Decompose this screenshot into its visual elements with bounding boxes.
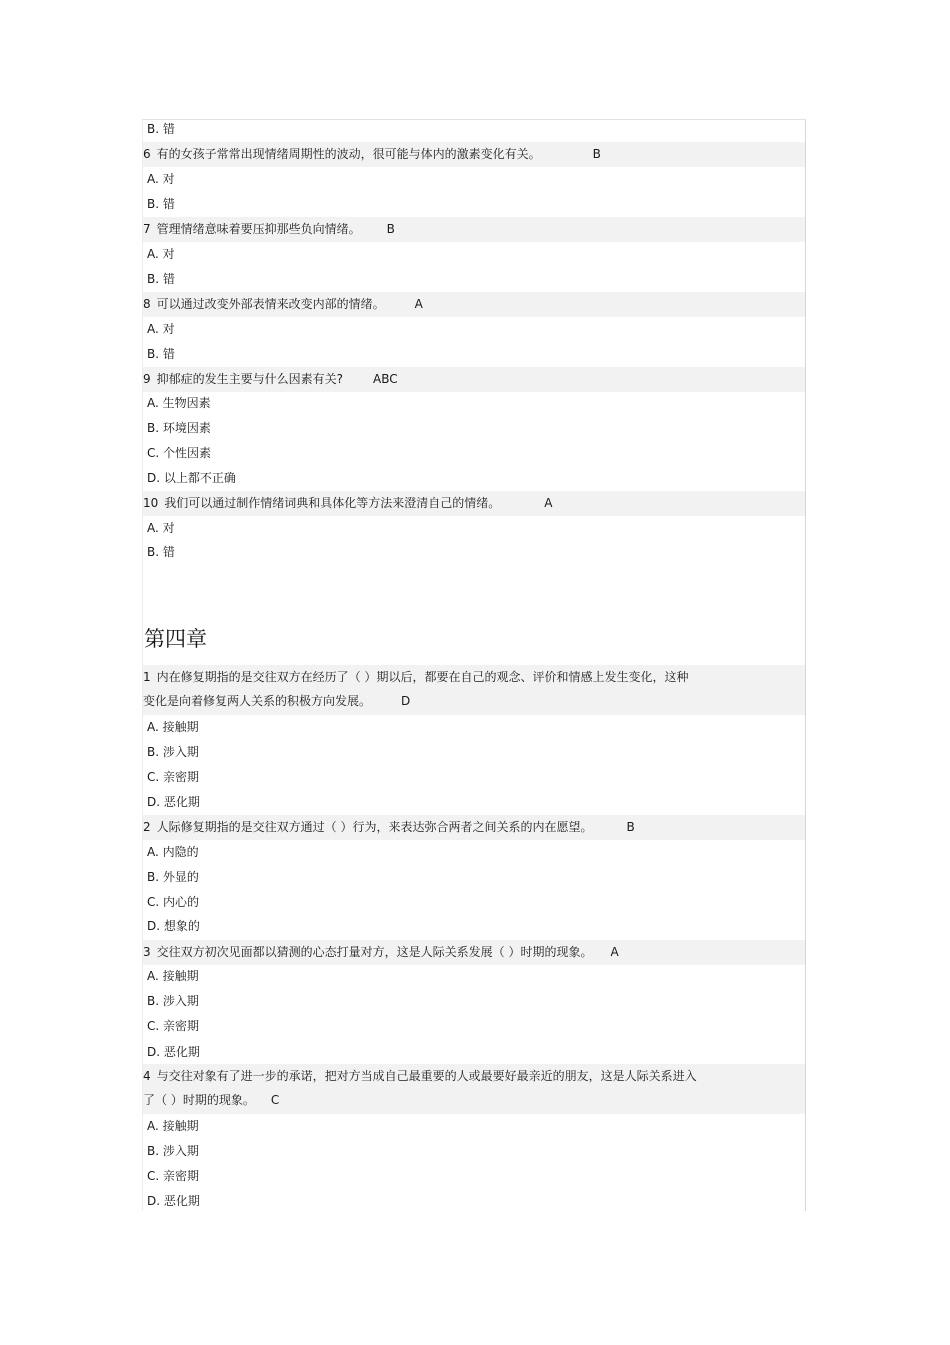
question-text: 管理情绪意味着要压抑那些负向情绪。: [156, 222, 361, 236]
question-text-line2: 变化是向着修复两人关系的积极方向发展。: [143, 694, 372, 708]
question-number: 9: [143, 372, 151, 386]
option-text: A. 接触期: [147, 720, 199, 734]
question-row-10: [143, 491, 805, 516]
option-text: B. 错: [147, 197, 175, 211]
option-text: B. 错: [147, 545, 175, 559]
question-row-7: [143, 217, 805, 242]
option-text: B. 错: [147, 122, 175, 136]
option-text: B. 涉入期: [147, 745, 199, 759]
question-text: 可以通过改变外部表情来改变内部的情绪。: [156, 297, 385, 311]
question-row-9: [143, 367, 805, 392]
option-text: D. 想象的: [147, 919, 200, 933]
option-text: A. 接触期: [147, 1119, 199, 1133]
answer-key: B: [626, 820, 635, 834]
question-row-3: [143, 940, 805, 965]
answer-key: A: [544, 496, 553, 510]
answer-key: ABC: [373, 372, 398, 386]
option-text: B. 涉入期: [147, 994, 199, 1008]
question-number: 2: [143, 820, 151, 834]
question-number: 6: [143, 147, 151, 161]
chapter-title: 第四章: [144, 627, 207, 651]
question-number: 4: [143, 1069, 151, 1083]
question-number: 7: [143, 222, 151, 236]
answer-key: C: [270, 1093, 280, 1107]
option-text: D. 以上都不正确: [147, 471, 236, 485]
option-text: C. 亲密期: [147, 770, 200, 784]
question-text: 交往双方初次见面都以猜测的心态打量对方，这是人际关系发展（ ）时期的现象。: [156, 945, 593, 959]
question-row-2: [143, 815, 805, 840]
option-text: A. 对: [147, 521, 175, 535]
option-text: B. 涉入期: [147, 1144, 199, 1158]
option-text: B. 错: [147, 272, 175, 286]
option-text: D. 恶化期: [147, 1194, 200, 1208]
question-number: 3: [143, 945, 151, 959]
question-text: 我们可以通过制作情绪词典和具体化等方法来澄清自己的情绪。: [164, 496, 501, 510]
option-text: B. 环境因素: [147, 421, 211, 435]
question-row-1: [143, 665, 805, 715]
answer-key: D: [401, 694, 411, 708]
option-text: A. 对: [147, 247, 175, 261]
option-text: A. 对: [147, 322, 175, 336]
option-text: A. 内隐的: [147, 845, 199, 859]
option-text: B. 外显的: [147, 870, 199, 884]
question-row-6: [143, 142, 805, 167]
option-text: D. 恶化期: [147, 795, 200, 809]
question-text-line2: 了（ ）时期的现象。: [143, 1093, 255, 1107]
question-text-line1: 与交往对象有了进一步的承诺，把对方当成自己最重要的人或最要好最亲近的朋友，这是人际关系进入: [156, 1069, 697, 1083]
question-text-line1: 内在修复期指的是交往双方在经历了（ ）期以后，都要在自己的观念、评价和情感上发生变化，这种: [156, 670, 689, 684]
option-text: C. 亲密期: [147, 1019, 200, 1033]
option-text: C. 亲密期: [147, 1169, 200, 1183]
question-number: 1: [143, 670, 151, 684]
option-text: D. 恶化期: [147, 1045, 200, 1059]
question-row-8: [143, 292, 805, 317]
question-row-4: [143, 1064, 805, 1114]
question-text: 人际修复期指的是交往双方通过（ ）行为，来表达弥合两者之间关系的内在愿望。: [156, 820, 593, 834]
question-text: 抑郁症的发生主要与什么因素有关?: [156, 372, 344, 386]
option-text: C. 个性因素: [147, 446, 212, 460]
answer-key: B: [386, 222, 395, 236]
option-text: A. 对: [147, 172, 175, 186]
option-text: C. 内心的: [147, 895, 200, 909]
question-number: 10: [143, 496, 159, 510]
option-text: B. 错: [147, 347, 175, 361]
answer-key: A: [610, 945, 619, 959]
option-text: A. 生物因素: [147, 396, 211, 410]
answer-key: B: [592, 147, 601, 161]
answer-key: A: [414, 297, 423, 311]
question-number: 8: [143, 297, 151, 311]
question-text: 有的女孩子常常出现情绪周期性的波动，很可能与体内的激素变化有关。: [156, 147, 541, 161]
option-text: A. 接触期: [147, 969, 199, 983]
